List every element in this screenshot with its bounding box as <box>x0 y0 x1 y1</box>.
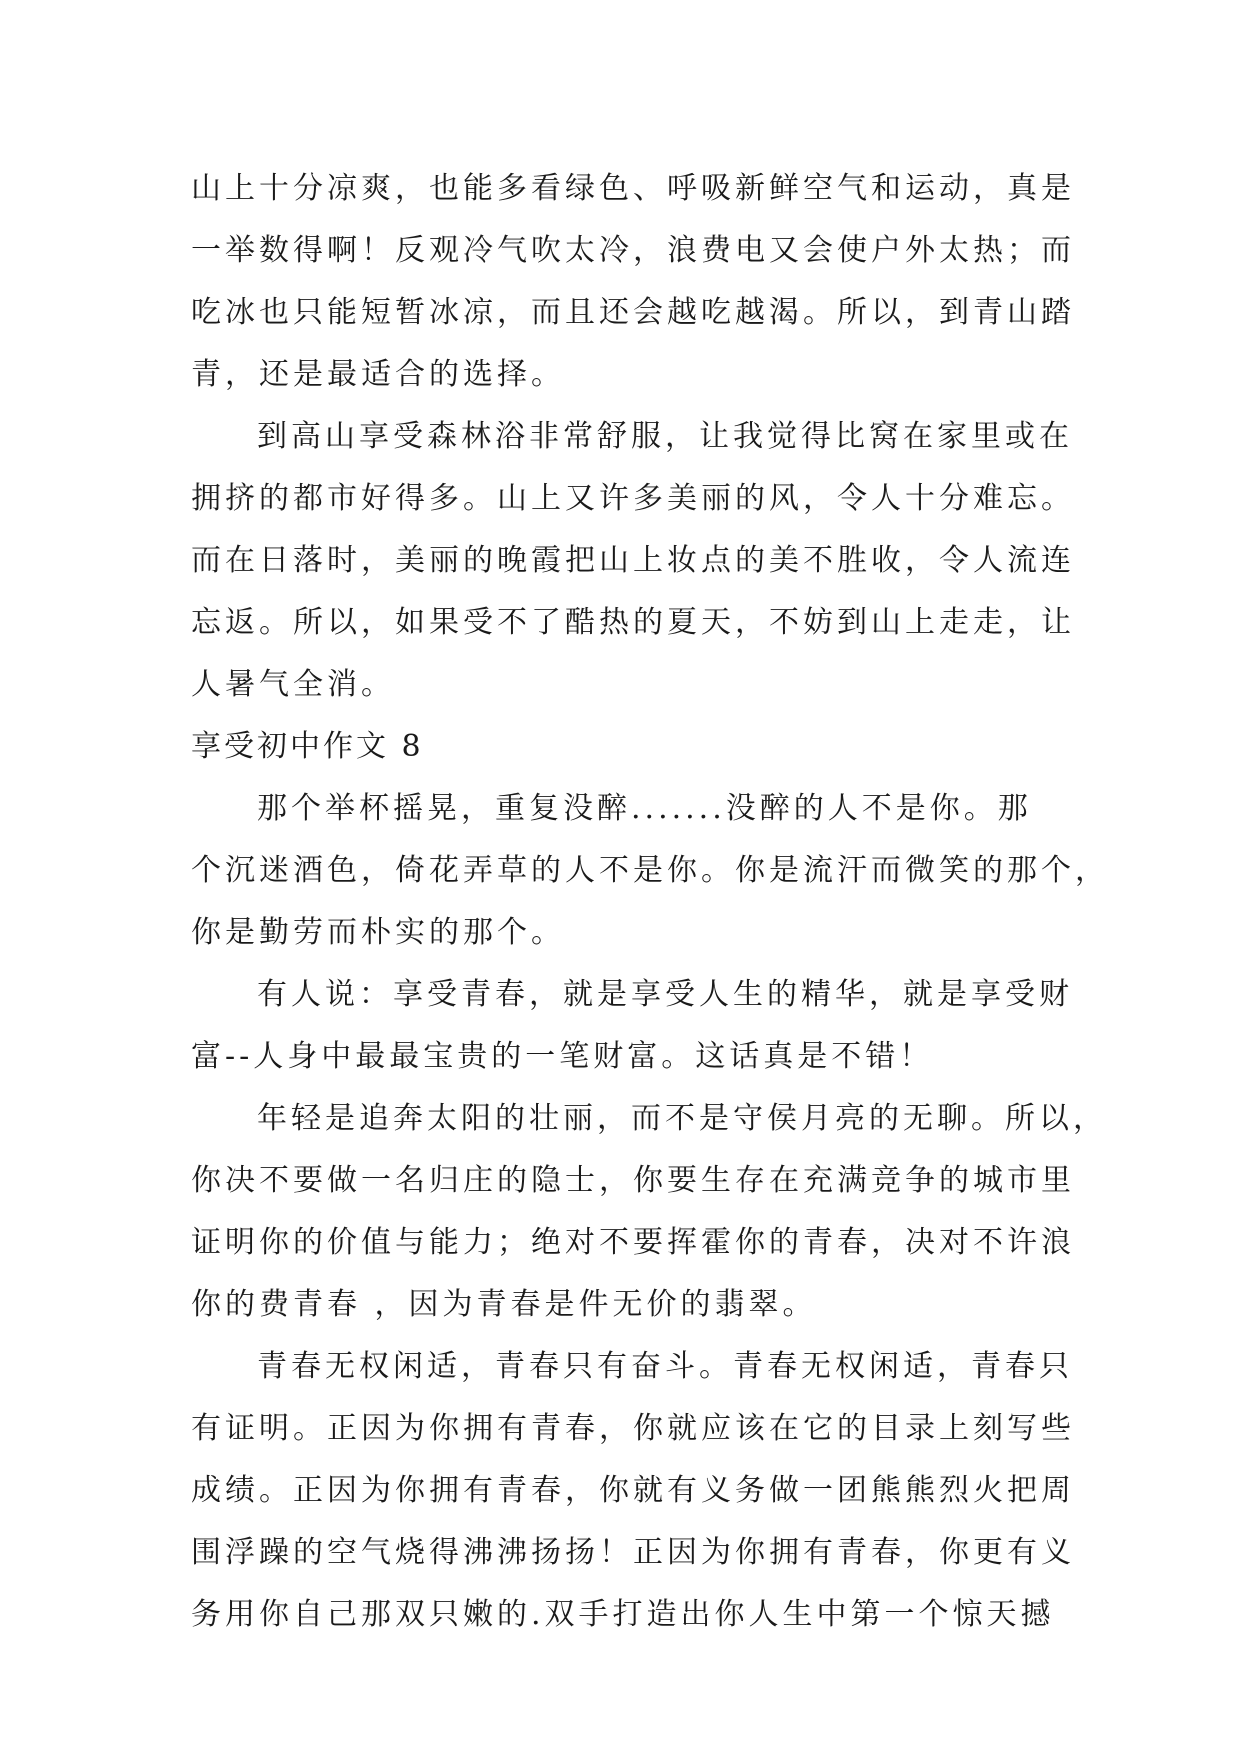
text-line: 到高山享受森林浴非常舒服，让我觉得比窝在家里或在 <box>257 419 1073 454</box>
text-line: 拥挤的都市好得多。山上又许多美丽的风，令人十分难忘。 <box>191 481 1075 516</box>
text-line: 而在日落时，美丽的晚霞把山上妆点的美不胜收，令人流连 <box>191 543 1075 578</box>
text-line: 务用你自己那双只嫩的.双手打造出你人生中第一个惊天撼 <box>191 1597 1055 1632</box>
text-line: 青，还是最适合的选择。 <box>191 357 565 392</box>
text-line: 富--人身中最最宝贵的一笔财富。这话真是不错！ <box>191 1039 934 1074</box>
text-line: 人暑气全消。 <box>191 667 395 702</box>
text-line: 围浮躁的空气烧得沸沸扬扬！正因为你拥有青春，你更有义 <box>191 1535 1075 1570</box>
section-heading: 享受初中作文 8 <box>191 729 424 764</box>
text-line: 成绩。正因为你拥有青春，你就有义务做一团熊熊烈火把周 <box>191 1473 1075 1508</box>
text-line: 你决不要做一名归庄的隐士，你要生存在充满竞争的城市里 <box>191 1163 1075 1198</box>
text-line: 年轻是追奔太阳的壮丽，而不是守侯月亮的无聊。所以， <box>257 1101 1107 1136</box>
text-line: 你是勤劳而朴实的那个。 <box>191 915 565 950</box>
text-line: 你的费青春 ，因为青春是件无价的翡翠。 <box>191 1287 817 1322</box>
text-line: 一举数得啊！反观冷气吹太冷，浪费电又会使户外太热；而 <box>191 233 1075 268</box>
text-line: 忘返。所以，如果受不了酷热的夏天，不妨到山上走走，让 <box>191 605 1075 640</box>
text-line: 有人说：享受青春，就是享受人生的精华，就是享受财 <box>257 977 1073 1012</box>
text-line: 有证明。正因为你拥有青春，你就应该在它的目录上刻写些 <box>191 1411 1075 1446</box>
text-line: 青春无权闲适，青春只有奋斗。青春无权闲适，青春只 <box>257 1349 1073 1384</box>
text-line: 个沉迷酒色，倚花弄草的人不是你。你是流汗而微笑的那个， <box>191 853 1109 888</box>
text-line: 山上十分凉爽，也能多看绿色、呼吸新鲜空气和运动，真是 <box>191 171 1075 206</box>
text-line: 那个举杯摇晃，重复没醉.......没醉的人不是你。那 <box>257 791 1032 826</box>
document-body <box>191 158 1109 1646</box>
text-line: 证明你的价值与能力；绝对不要挥霍你的青春，决对不许浪 <box>191 1225 1075 1260</box>
text-line: 吃冰也只能短暂冰凉，而且还会越吃越渴。所以，到青山踏 <box>191 295 1075 330</box>
